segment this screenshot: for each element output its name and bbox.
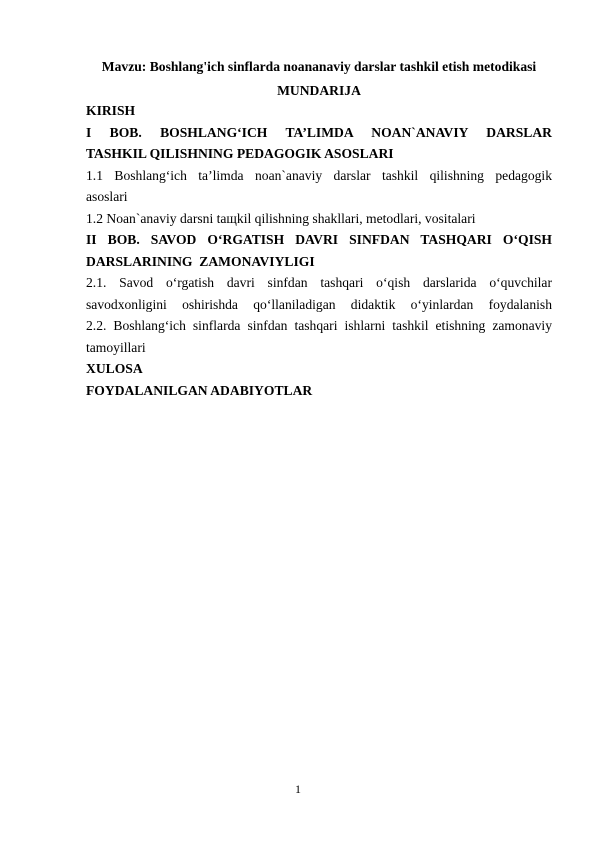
- toc-item-chapter-2-line-1: II BOB. SAVOD O‘RGATISH DAVRI SINFDAN TASHQARI O‘QISH: [86, 232, 552, 247]
- toc-item-section-2-1-line-2: savodxonligini oshirishda qo‘llaniladigan didaktik o‘yinlardan foydalanish: [86, 296, 552, 312]
- toc-item-chapter-2-line-2: DARSLARINING ZAMONAVIYLIGI: [86, 253, 315, 269]
- document-title: Mavzu: Boshlang'ich sinflarda noananaviy darslar tashkil etish metodikasi: [101, 59, 537, 74]
- toc-item-section-1-1-line-1: 1.1 Boshlang‘ich ta’limda noan`anaviy darslar tashkil qilishning pedagogik: [86, 167, 552, 183]
- toc-item-kirish: KIRISH: [86, 103, 136, 118]
- toc-item-adabiyotlar: FOYDALANILGAN ADABIYOTLAR: [86, 382, 313, 398]
- toc-heading: MUNDARIJA: [277, 83, 361, 98]
- page-number: 1: [295, 782, 301, 796]
- toc-item-chapter-1-line-2: TASHKIL QILISHNING PEDAGOGIK ASOSLARI: [86, 146, 394, 161]
- toc-item-section-1-1-line-2: asoslari: [86, 189, 128, 204]
- toc-item-chapter-1-line-1: I BOB. BOSHLANG‘ICH TA’LIMDA NOAN`ANAVIY DARSLAR: [86, 124, 552, 140]
- toc-item-section-2-1-line-1: 2.1. Savod o‘rgatish davri sinfdan tashqari o‘qish darslarida o‘quvchilar: [86, 275, 552, 290]
- toc-item-section-2-2-line-1: 2.2. Boshlang‘ich sinflarda sinfdan tashqari ishlarni tashkil etishning zamonaviy: [86, 318, 552, 333]
- toc-item-xulosa: XULOSA: [86, 361, 143, 376]
- toc-item-section-1-2: 1.2 Noan`anaviy darsni taщkil qilishning shakllari, metodlari, vositalari: [86, 210, 476, 226]
- document-content: [86, 58, 552, 401]
- toc-item-section-2-2-line-2: tamoyillari: [86, 339, 146, 355]
